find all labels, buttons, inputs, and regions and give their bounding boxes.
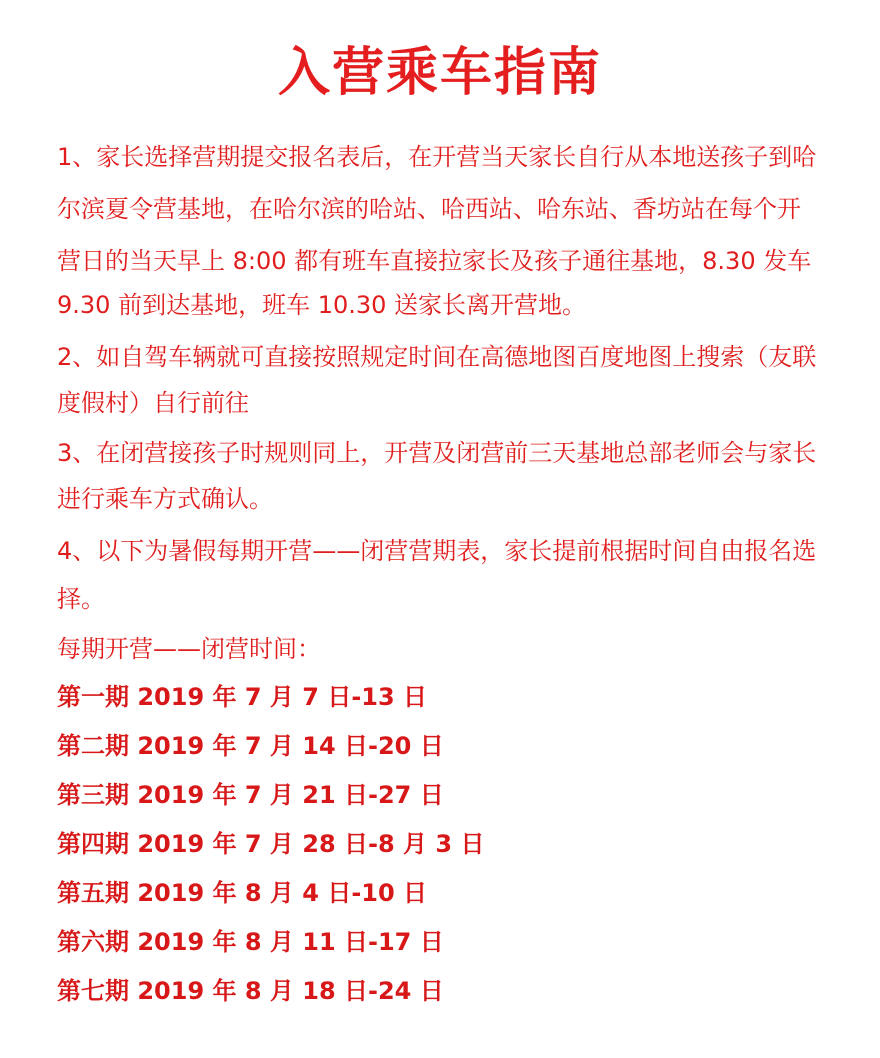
paragraph-4-line-1: 4、以下为暑假每期开营——闭营营期表，家长提前根据时间自由报名选 (57, 537, 817, 565)
paragraph-1-line-3: 营日的当天早上 8:00 都有班车直接拉家长及孩子通往基地，8.30 发车 (57, 247, 812, 275)
paragraph-2-line-1: 2、如自驾车辆就可直接按照规定时间在高德地图百度地图上搜索（友联 (57, 343, 817, 371)
schedule-item-4: 第四期 2019 年 7 月 28 日-8 月 3 日 (57, 830, 485, 858)
paragraph-1-line-1: 1、家长选择营期提交报名表后，在开营当天家长自行从本地送孩子到哈 (57, 143, 817, 171)
schedule-item-6: 第六期 2019 年 8 月 11 日-17 日 (57, 928, 444, 956)
paragraph-2-line-2: 度假村）自行前往 (57, 389, 249, 417)
schedule-item-7: 第七期 2019 年 8 月 18 日-24 日 (57, 977, 444, 1005)
schedule-item-5: 第五期 2019 年 8 月 4 日-10 日 (57, 879, 428, 907)
paragraph-1-line-4: 9.30 前到达基地，班车 10.30 送家长离开营地。 (57, 291, 587, 319)
paragraph-3-line-1: 3、在闭营接孩子时规则同上，开营及闭营前三天基地总部老师会与家长 (57, 439, 817, 467)
schedule-heading: 每期开营——闭营时间： (57, 635, 321, 663)
paragraph-4-line-2: 择。 (57, 585, 105, 613)
schedule-item-2: 第二期 2019 年 7 月 14 日-20 日 (57, 732, 444, 760)
paragraph-3-line-2: 进行乘车方式确认。 (57, 485, 273, 513)
schedule-item-3: 第三期 2019 年 7 月 21 日-27 日 (57, 781, 444, 809)
schedule-item-1: 第一期 2019 年 7 月 7 日-13 日 (57, 683, 428, 711)
paragraph-1-line-2: 尔滨夏令营基地，在哈尔滨的哈站、哈西站、哈东站、香坊站在每个开 (57, 195, 801, 223)
page-title: 入营乘车指南 (277, 43, 602, 103)
